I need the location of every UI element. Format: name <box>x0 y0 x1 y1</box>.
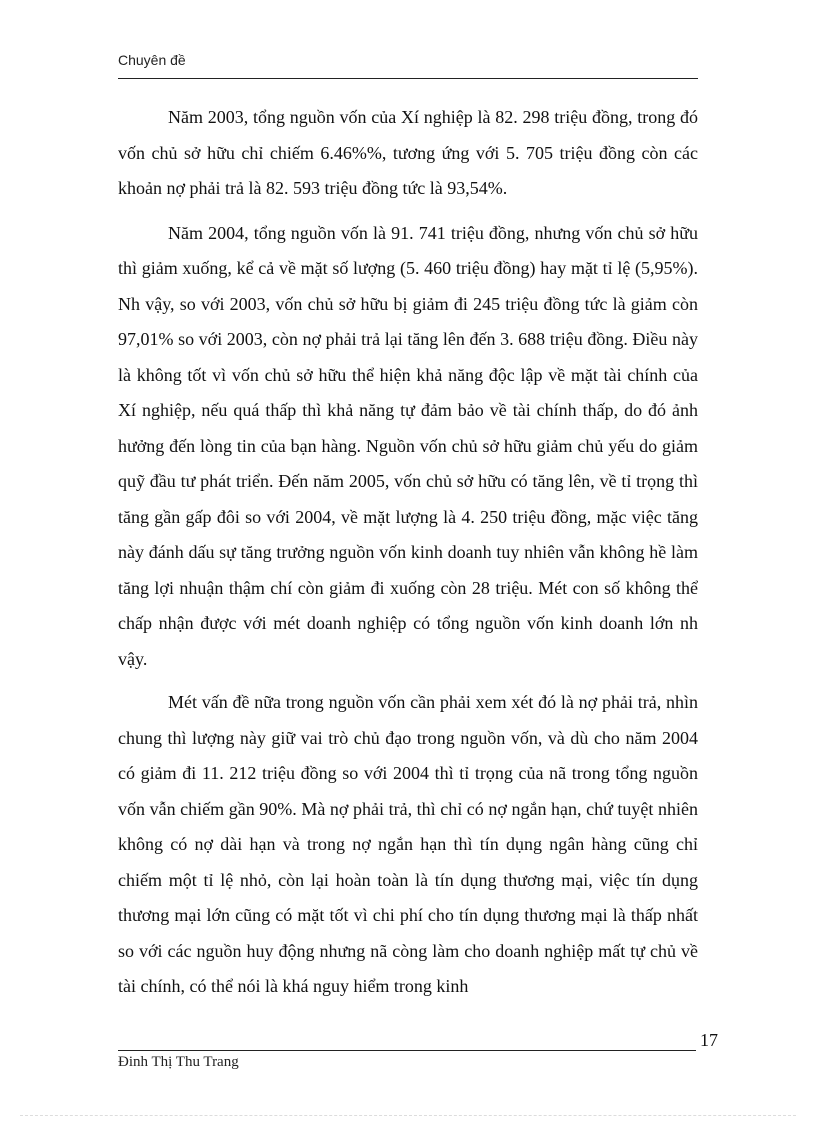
page-header <box>118 52 698 79</box>
paragraph-1: Năm 2003, tổng nguồn vốn của Xí nghiệp là 82. 298 triệu đồng, trong đó vốn chủ sở hữu chỉ chiếm 6.46%%, tương ứng với 5. 705 triệu đồng còn các khoản nợ phải trả là 82. 593 triệu đồng tức là 93,54%. <box>118 107 698 198</box>
header-title: Chuyên đề <box>118 52 186 68</box>
page-number: 17 <box>700 1030 718 1050</box>
paragraph-3: Mét vấn đề nữa trong nguồn vốn cần phải xem xét đó là nợ phải trả, nhìn chung thì lượng này giữ vai trò chủ đạo trong nguồn vốn, và dù cho năm 2004 có giảm đi 11. 212 triệu đồng so với 2004 thì tỉ trọng của nã trong tổng nguồn vốn vẫn chiếm gần 90%. Mà nợ phải trả, thì chỉ có nợ ngắn hạn, chứ tuyệt nhiên không có nợ dài hạn và trong nợ ngắn hạn thì tín dụng ngân hàng cũng chỉ chiếm một tỉ lệ nhỏ, còn lại hoàn toàn là tín dụng thương mại, việc tín dụng thương mại lớn cũng có mặt tốt vì chi phí cho tín dụng thương mại là thấp nhất so với các nguồn huy động nhưng nã còng làm cho doanh nghiệp mất tự chủ về tài chính, có thể nói là khá nguy hiểm trong kinh <box>118 692 698 996</box>
page-bottom-border <box>20 1115 796 1116</box>
paragraph-2: Năm 2004, tổng nguồn vốn là 91. 741 triệu đồng, nhưng vốn chủ sở hữu thì giảm xuống, kể cả về mặt số lượng (5. 460 triệu đồng) hay mặt tỉ lệ (5,95%). Nh vậy, so với 2003, vốn chủ sở hữu bị giảm đi 245 triệu đồng tức là giảm còn 97,01% so với 2003, còn nợ phải trả lại tăng lên đến 3. 688 triệu đồng. Điều này là không tốt vì vốn chủ sở hữu thể hiện khả năng độc lập về mặt tài chính của Xí nghiệp, nếu quá thấp thì khả năng tự đảm bảo về tài chính thấp, do đó ảnh hưởng đến lòng tin của bạn hàng. Nguồn vốn chủ sở hữu giảm chủ yếu do giảm quỹ đầu tư phát triển. Đến năm 2005, vốn chủ sở hữu có tăng lên, về tỉ trọng thì tăng gần gấp đôi so với 2004, về mặt lượng là 4. 250 triệu đồng, mặc việc tăng này đánh dấu sự tăng trưởng nguồn vốn kinh doanh tuy nhiên vẫn không hề làm tăng lợi nhuận thậm chí còn giảm đi xuống còn 28 triệu. Mét con số không thể chấp nhận được với mét doanh nghiệp có tổng nguồn vốn kinh doanh lớn nh vậy. <box>118 222 698 669</box>
footer-author: Đinh Thị Thu Trang <box>118 1054 239 1070</box>
body-text <box>118 100 698 1013</box>
footer-rule <box>118 1050 696 1051</box>
